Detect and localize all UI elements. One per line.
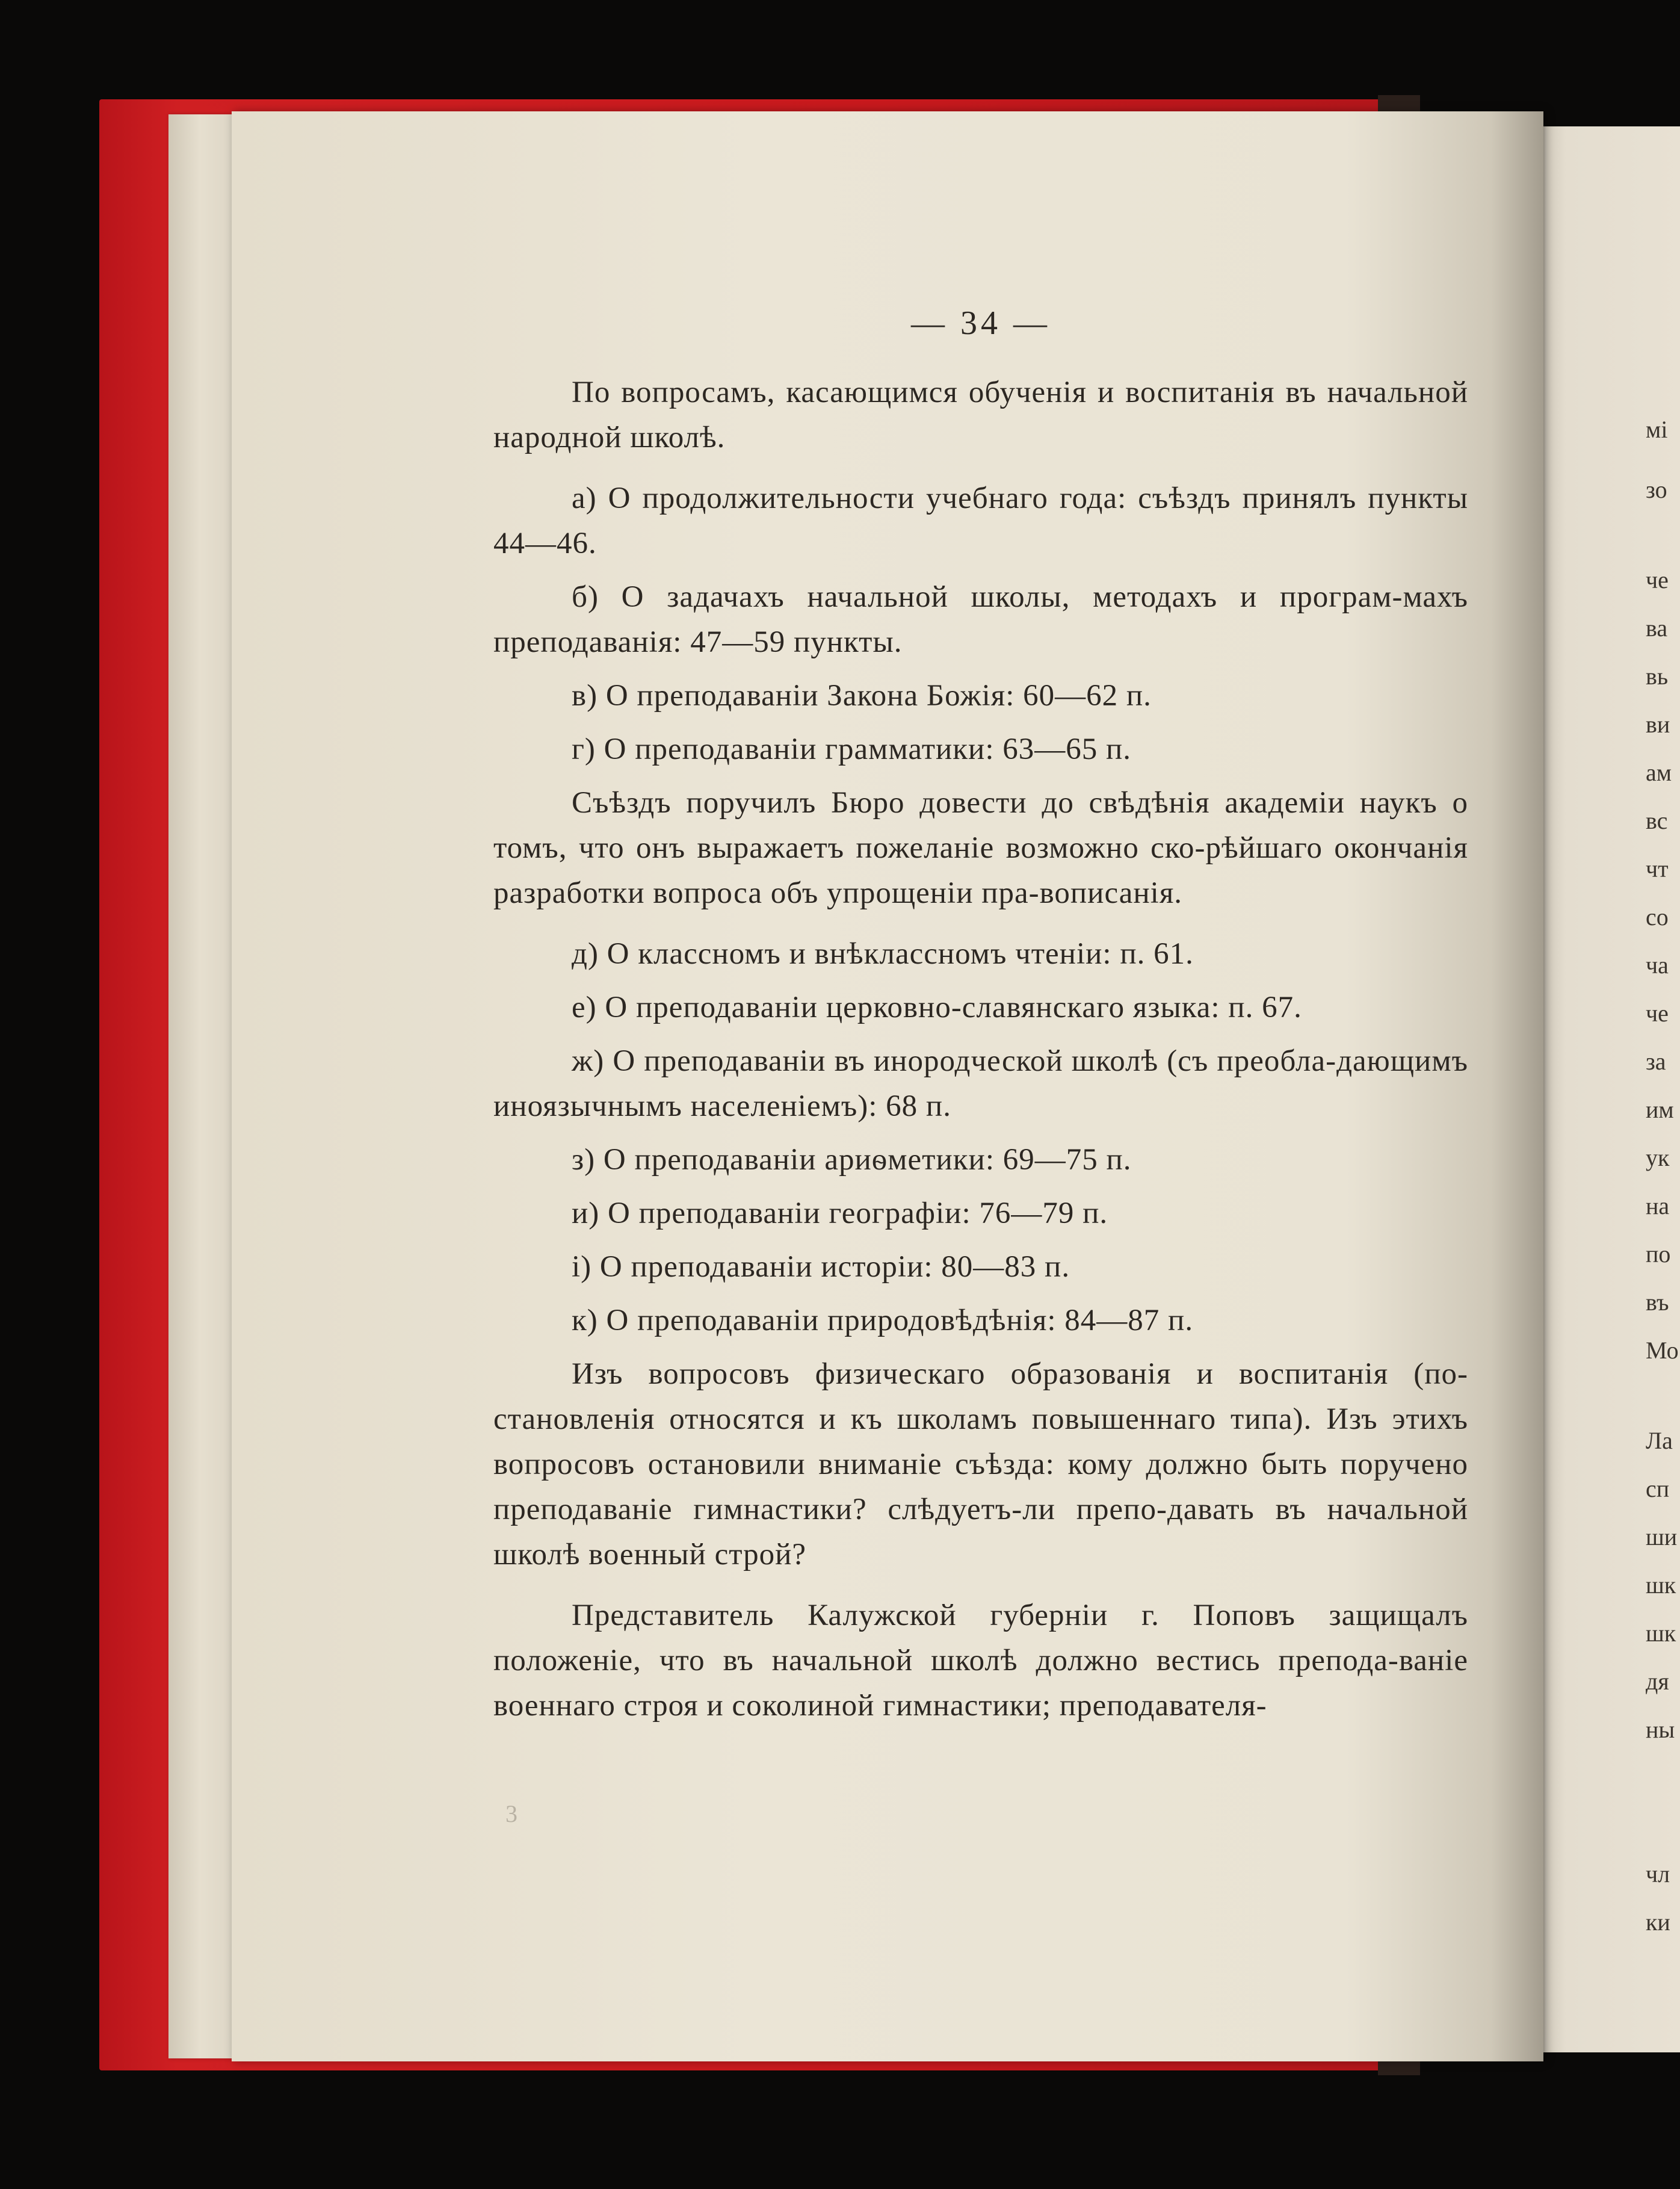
facing-page-fragment: ки xyxy=(1646,1909,1670,1936)
page-number: — 34 — xyxy=(911,305,1051,342)
list-item-g: г) О преподаваніи грамматики: 63—65 п. xyxy=(572,732,1132,766)
facing-page-fragment: шк xyxy=(1646,1620,1676,1647)
facing-page-fragment: ва xyxy=(1646,615,1668,642)
facing-page-fragment: че xyxy=(1646,1000,1669,1027)
list-item-e: е) О преподаваніи церковно-славянскаго языка: п. 67. xyxy=(572,991,1302,1024)
facing-page-fragment: за xyxy=(1646,1048,1666,1075)
physical-education-paragraph: Изъ вопросовъ физическаго образованія и воспитанія (по-становленія относятся и къ школамъ повышеннаго типа). Изъ этихъ вопросовъ остановили вниманіе съѣзда: кому должно быть поручено преподаваніе гимнастики? слѣдуетъ-ли препо-давать въ начальной школѣ военный строй? xyxy=(493,1357,1468,1571)
list-item-b: б) О задачахъ начальной школы, методахъ и програм-махъ преподаванія: 47—59 пункты. xyxy=(493,580,1468,659)
facing-page-fragment: со xyxy=(1646,903,1669,930)
facing-page-fragment: ши xyxy=(1646,1523,1678,1550)
facing-page-fragment: ны xyxy=(1646,1716,1675,1743)
list-item-zh: ж) О преподаваніи въ инородческой школѣ (съ преобла-дающимъ иноязычнымъ населеніемъ): 68 п. xyxy=(493,1044,1468,1123)
list-item-d: д) О классномъ и внѣклассномъ чтеніи: п. 61. xyxy=(572,937,1194,971)
facing-page-fragment: ча xyxy=(1646,952,1669,979)
list-item-i: и) О преподаваніи географіи: 76—79 п. xyxy=(572,1197,1108,1230)
folio-mark: 3 xyxy=(505,1800,517,1827)
list-item-i-decimal: і) О преподаваніи исторіи: 80—83 п. xyxy=(572,1250,1070,1284)
facing-page-fragment: шк xyxy=(1646,1571,1676,1599)
facing-page-fragment: на xyxy=(1646,1192,1670,1219)
facing-page-fragment: сп xyxy=(1646,1475,1670,1502)
intro-paragraph: По вопросамъ, касающимся обученія и воспитанія въ начальной народной школѣ. xyxy=(493,376,1468,454)
facing-page-fragment: Мо xyxy=(1646,1337,1679,1364)
list-item-k: к) О преподаваніи природовѣдѣнія: 84—87 п. xyxy=(572,1304,1194,1337)
facing-page-fragment: въ xyxy=(1646,1289,1669,1316)
facing-page-fragment: Ла xyxy=(1646,1427,1673,1454)
facing-page-fragment: ам xyxy=(1646,759,1672,786)
facing-page-fragment: по xyxy=(1646,1240,1671,1268)
facing-page-fragment: че xyxy=(1646,566,1669,593)
facing-page-fragment: чл xyxy=(1646,1860,1670,1887)
facing-page-fragment: чт xyxy=(1646,855,1669,882)
list-item-a: а) О продолжительности учебнаго года: съѣздъ принялъ пункты 44—46. xyxy=(493,481,1468,560)
list-item-v: в) О преподаваніи Закона Божія: 60—62 п. xyxy=(572,679,1152,713)
list-item-z: з) О преподаваніи ариѳметики: 69—75 п. xyxy=(572,1143,1132,1177)
facing-page-fragment: им xyxy=(1646,1096,1674,1123)
facing-page-fragment: зо xyxy=(1646,476,1667,503)
page-text xyxy=(493,301,1468,1744)
kaluga-paragraph: Представитель Калужской губерніи г. Поповъ защищалъ положеніе, что въ начальной школѣ должно вестись препода-ваніе военнаго строя и соколиной гимнастики; преподавателя- xyxy=(493,1599,1468,1723)
facing-page-fragment: ви xyxy=(1646,711,1670,738)
facing-page-fragment: вь xyxy=(1646,663,1669,690)
facing-page-fragment: мі xyxy=(1646,416,1668,443)
facing-page-fragment: дя xyxy=(1646,1668,1669,1695)
bureau-paragraph: Съѣздъ поручилъ Бюро довести до свѣдѣнія академіи наукъ о томъ, что онъ выражаетъ пожеланіе возможно ско-рѣйшаго окончанія разработки вопроса объ упрощеніи пра-вописанія. xyxy=(493,786,1468,910)
facing-page-fragment: вс xyxy=(1646,807,1668,834)
facing-page-fragment: ук xyxy=(1646,1144,1670,1171)
